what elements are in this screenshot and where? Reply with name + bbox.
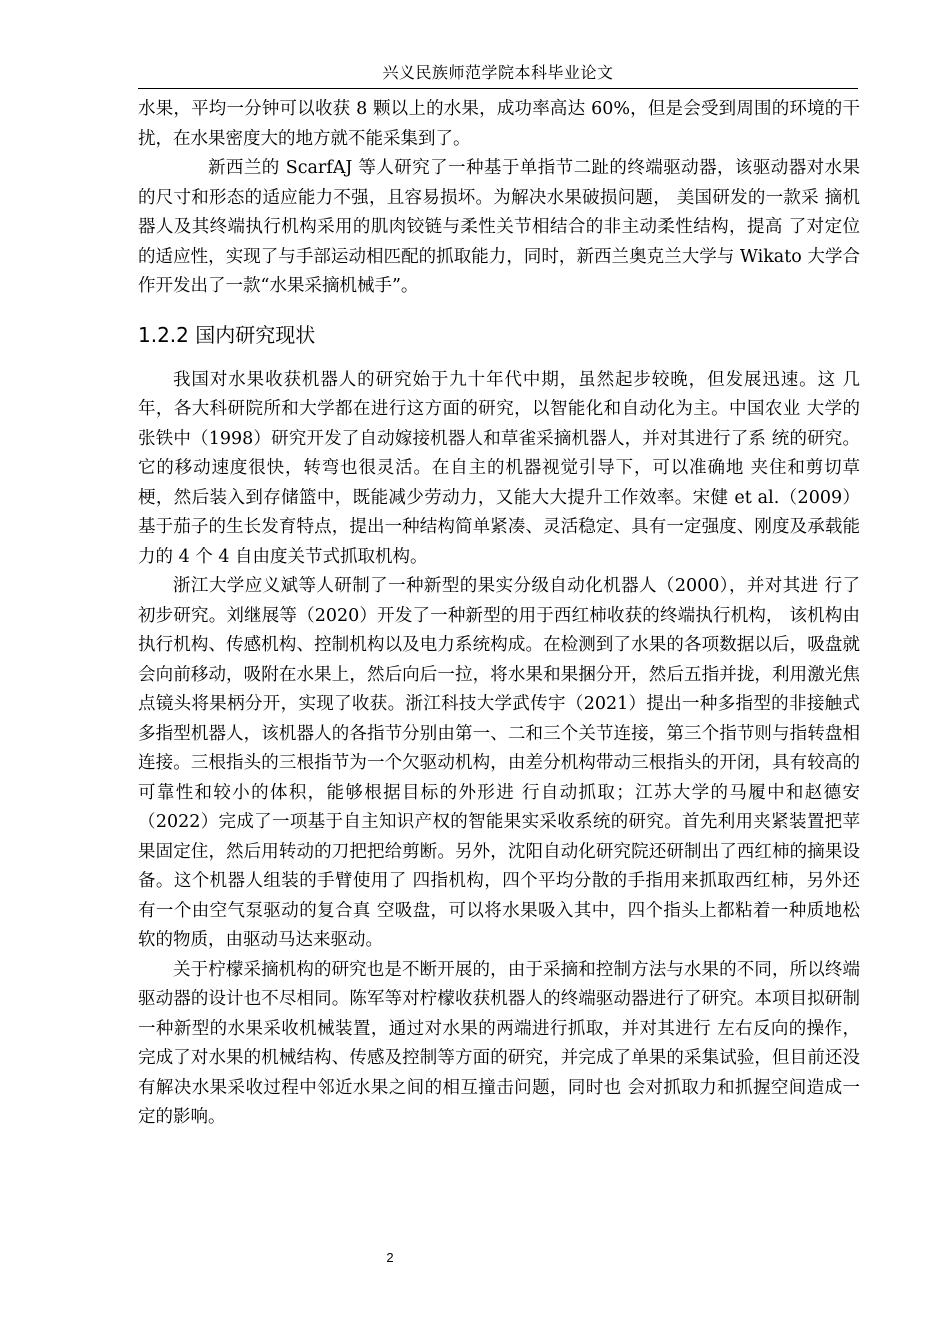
page-number: 2: [386, 1250, 394, 1265]
header-rule: [138, 88, 858, 89]
paragraph-lemon-research: 关于柠檬采摘机构的研究也是不断开展的，由于采摘和控制方法与水果的不同，所以终端驱动器的设计也不尽相同。陈军等对柠檬收获机器人的终端驱动器进行了研究。本项目拟研制一种新型的水果采收机械装置，通过对水果的两端进行抓取，并对其进行 左右反向的操作，完成了对水果的机械结构、传感及控制等方面的研究，并完成了单果的采集试验，但目前还没有解决水果采收过程中邻近水果之间的相互撞击问题，同时也 会对抓取力和抓握空间造成一定的影响。: [138, 959, 860, 1127]
body-text: [138, 95, 860, 1133]
paragraph-domestic-overview: 我国对水果收获机器人的研究始于九十年代中期，虽然起步较晚，但发展迅速。这 几年，各大科研院所和大学都在进行这方面的研究，以智能化和自动化为主。中国农业 大学的张铁中（1998）研究开发了自动嫁接机器人和草雀采摘机器人，并对其进行了系 统的研究。它的移动速度很快，转弯也很灵活。在自主的机器视觉引导下，可以准确地 夹住和剪切草梗，然后装入到存储篮中，既能减少劳动力，又能大大提升工作效率。宋健 et al.（2009）基于茄子的生长发育特点，提出一种结构简单紧凑、灵活稳定、具有一定强度、刚度及承载能力的 4 个 4 自由度关节式抓取机构。: [138, 369, 860, 567]
running-header: 兴义民族师范学院本科毕业论文: [382, 63, 614, 82]
section-heading: 1.2.2 国内研究现状: [138, 322, 316, 347]
paragraph-scarf-research: 新西兰的 ScarfAJ 等人研究了一种基于单指节二趾的终端驱动器，该驱动器对水果 的尺寸和形态的适应能力不强，且容易损坏。为解决水果破损问题， 美国研发的一款采 摘机器人及其终端执行机构采用的肌肉铰链与柔性关节相结合的非主动柔性结构，提高 了对定位的适应性，实现了与手部运动相匹配的抓取能力，同时，新西兰奥克兰大学与 Wikato 大学合作开发出了一款“水果采摘机械手”。: [138, 158, 860, 296]
paragraph-continuation: 水果，平均一分钟可以收获 8 颗以上的水果，成功率高达 60%，但是会受到周围的环境的干扰，在水果密度大的地方就不能采集到了。: [138, 99, 860, 149]
paragraph-zhejiang-research: 浙江大学应义斌等人研制了一种新型的果实分级自动化机器人（2000），并对其进 行了初步研究。刘继展等（2020）开发了一种新型的用于西红柿收获的终端执行机构， 该机构由执行机构、传感机构、控制机构以及电力系统构成。在检测到了水果的各项数据以后，吸盘就会向前移动，吸附在水果上，然后向后一拉，将水果和果捆分开，然后五指并拢，利用激光焦点镜头将果柄分开，实现了收获。浙江科技大学武传宇（2021）提出一种多指型的非接触式多指型机器人，该机器人的各指节分别由第一、二和三个关节连接，第三个指节则与指转盘相连接。三根指头的三根指节为一个欠驱动机构，由差分机构带动三根指头的开闭，具有较高的可靠性和较小的体积，能够根据目标的外形进 行自动抓取；江苏大学的马履中和赵德安（2022）完成了一项基于自主知识产权的智能果实采收系统的研究。首先利用夹紧装置把苹果固定住，然后用转动的刀把把给剪断。另外，沈阳自动化研究院还研制出了西红柿的摘果设备。这个机器人组装的手臂使用了 四指机构，四个平均分散的手指用来抓取西红柿，另外还有一个由空气泵驱动的复合真 空吸盘，可以将水果吸入其中，四个指头上都粘着一种质地松软的物质，由驱动马达来驱动。: [138, 576, 860, 950]
